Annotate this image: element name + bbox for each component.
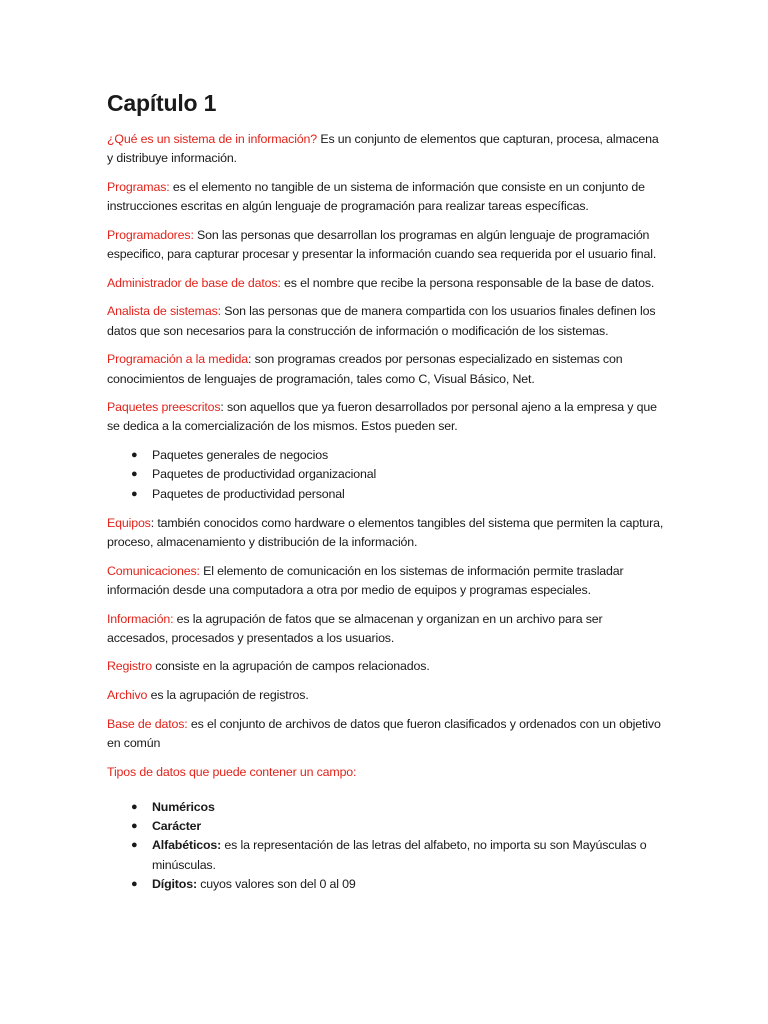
list-item: [131, 836, 664, 874]
list-item-text: Paquetes de productividad organizacional: [152, 467, 377, 482]
list-item-term: Numéricos: [152, 799, 215, 814]
list-item: [131, 465, 664, 484]
list-item-text: Paquetes generales de negocios: [152, 448, 328, 463]
bullet-icon: ●: [131, 487, 138, 500]
definition-term: Programas:: [107, 179, 170, 194]
definition-term: Analista de sistemas:: [107, 304, 221, 319]
list-item: [131, 875, 664, 894]
data-types-list: [107, 798, 664, 894]
list-item-term: Dígitos:: [152, 876, 197, 891]
definition-text: : también conocidos como hardware o elementos tangibles del sistema que permiten la captura, proceso, almacenamiento y distribución de la información.: [107, 515, 664, 549]
definition-text: : son aquellos que ya fueron desarrollados por personal ajeno a la empresa y que se dedica a la comercialización de los mismos. Estos pueden ser.: [107, 400, 657, 434]
definition-text: es la agrupación de registros.: [147, 688, 309, 703]
definition-text: es el elemento no tangible de un sistema de información que consiste en un conjunto de instrucciones escritas en algún lenguaje de programación para realizar tareas específicas.: [107, 179, 645, 214]
definition-entry: [107, 274, 664, 293]
definition-term: Paquetes preescritos: [107, 400, 221, 415]
definition-entry: [107, 226, 664, 264]
data-types-heading: Tipos de datos que puede contener un campo:: [107, 764, 357, 779]
bullet-icon: ●: [131, 800, 138, 813]
definition-text: consiste en la agrupación de campos relacionados.: [151, 659, 430, 674]
definition-term: Comunicaciones:: [107, 563, 200, 578]
definition-text: Son las personas que de manera compartida con los usuarios finales definen los datos que son necesarios para la construcción de información o modificación de los sistemas.: [107, 304, 656, 338]
list-item: [131, 798, 664, 817]
definition-term: Archivo: [107, 688, 148, 703]
definition-term: ¿Qué es un sistema de in información?: [107, 132, 318, 146]
page-title: Capítulo 1: [107, 90, 217, 116]
definition-text: es el conjunto de archivos de datos que fueron clasificados y ordenados con un objetivo en común: [107, 716, 661, 751]
bullet-icon: ●: [131, 839, 138, 852]
definition-text: Es un conjunto de elementos que capturan, procesa, almacena y distribuye información.: [107, 132, 659, 166]
bullet-icon: ●: [131, 449, 138, 462]
definition-term: Equipos: [107, 515, 151, 530]
list-item-text: es la representación de las letras del alfabeto, no importa su son Mayúsculas o minúsculas.: [152, 838, 647, 872]
bullet-icon: ●: [131, 468, 138, 481]
list-item: [131, 485, 664, 504]
definition-entry: [107, 514, 664, 552]
definition-entry: [107, 178, 664, 216]
definition-text: : son programas creados por personas especializado en sistemas con conocimientos de lenguajes de programación, tales como C, Visual Básico, Net.: [107, 352, 623, 386]
list-item-term: Alfabéticos:: [152, 838, 222, 853]
definition-term: Administrador de base de datos:: [107, 275, 281, 290]
definition-term: Programadores:: [107, 227, 194, 242]
list-item: [131, 817, 664, 836]
package-list: [107, 446, 664, 504]
list-item-text: cuyos valores son del 0 al 09: [196, 876, 356, 891]
definition-term: Programación a la medida: [107, 352, 249, 367]
definition-entry: [107, 686, 664, 705]
list-item-text: Paquetes de productividad personal: [152, 486, 345, 501]
definition-entry: [107, 130, 664, 168]
definition-entry: [107, 610, 664, 648]
list-item-term: Carácter: [152, 819, 202, 834]
definition-entry: [107, 302, 664, 340]
definition-text: es la agrupación de fatos que se almacenan y organizan en un archivo para ser accesados, procesados y presentados a los usuarios.: [107, 611, 603, 645]
definition-entry: [107, 398, 664, 436]
list-item: [131, 446, 664, 465]
definition-term: Información:: [107, 611, 174, 626]
definition-term: Registro: [107, 659, 152, 674]
bullet-icon: ●: [131, 877, 138, 890]
definition-entry: [107, 562, 664, 600]
definition-text: El elemento de comunicación en los sistemas de información permite trasladar información desde una computadora a otra por medio de equipos y programas especiales.: [107, 563, 624, 597]
definition-term: Base de datos:: [107, 716, 188, 731]
definition-text: Son las personas que desarrollan los programas en algún lenguaje de programación especifico, para capturar procesar y presentar la información cuando sea requerida por el usuario final.: [107, 227, 657, 262]
bullet-icon: ●: [131, 820, 138, 833]
definition-entry: [107, 715, 664, 753]
definition-entry: [107, 657, 664, 676]
definition-entry: [107, 350, 664, 388]
definition-text: es el nombre que recibe la persona responsable de la base de datos.: [280, 275, 655, 290]
